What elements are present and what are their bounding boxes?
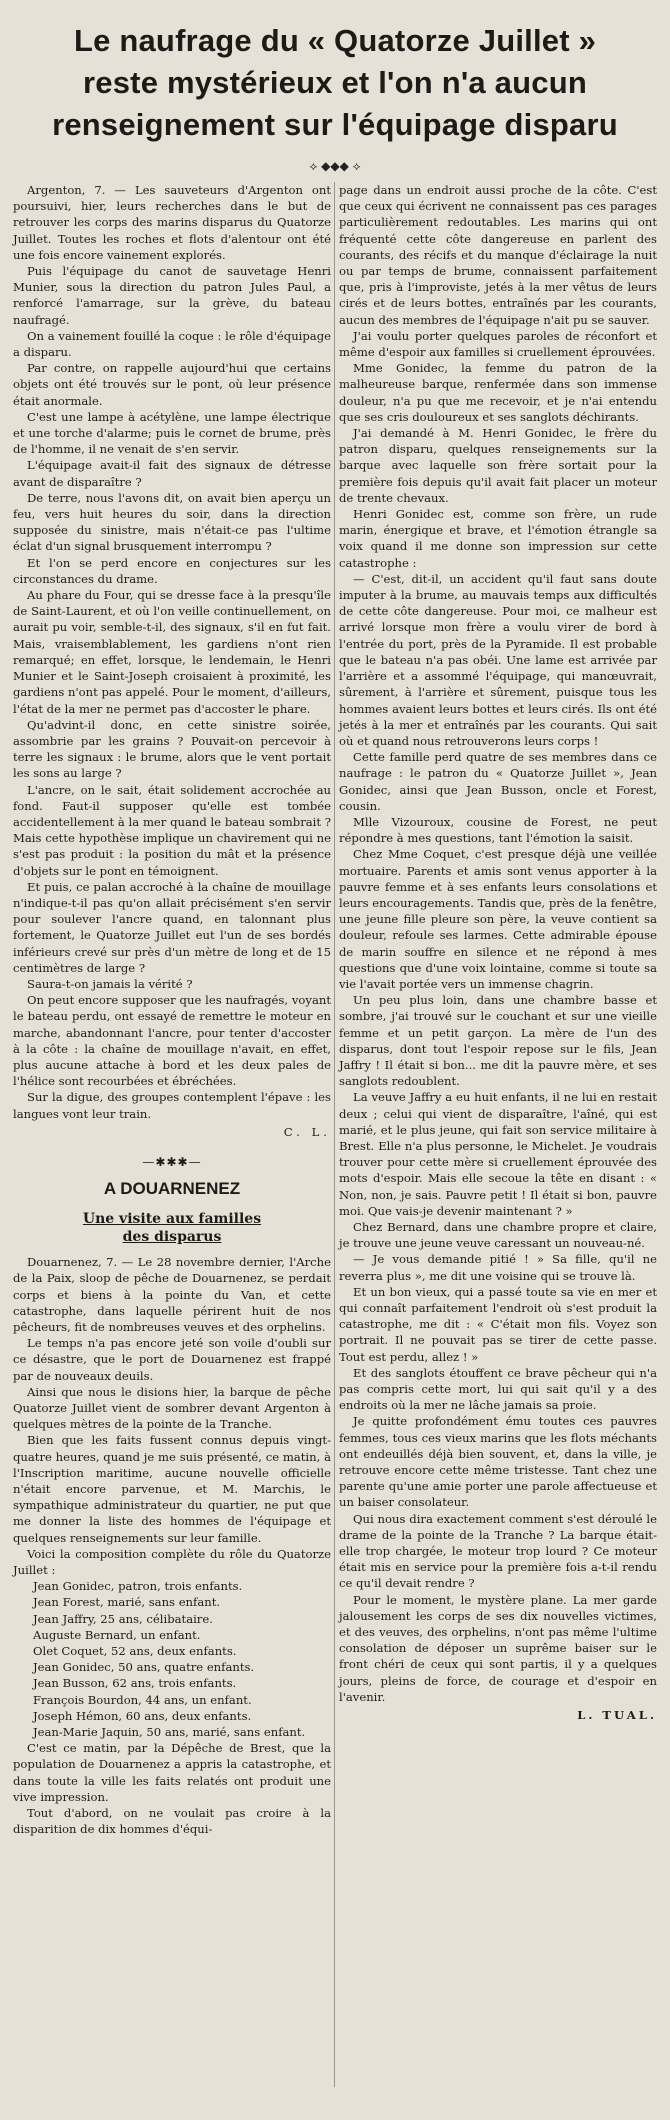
paragraph: Puis l'équipage du canot de sauvetage Henri Munier, sous la direction du patron Jules Paul, a renforcé l'amarrage, sur la grève, du bateau naufragé.	[13, 264, 331, 327]
crew-list	[13, 1578, 331, 1740]
crew-member: Jean Gonidec, patron, trois enfants.	[33, 1579, 243, 1594]
paragraph: Un peu plus loin, dans une chambre basse et sombre, j'ai trouvé sur le couchant et sur une vieille femme et un petit garçon. La mère de l'un des disparus, dont tout l'espoir repose sur le fils, Jean Jaffry ! Il était si bon... me dit la pauvre mère, et ses sanglots redoublent.	[339, 993, 657, 1089]
paragraph: La veuve Jaffry a eu huit enfants, il ne lui en restait deux ; celui qui vient de disparaître, l'aîné, qui est marié, et le plus jeune, qui fait son service militaire à Brest. Elle n'a plus personne, le Michelet. Je voudrais trouver pour cette mère si cruellement éprouvée des mots d'espoir. Mais elle secoue la tête en disant : « Non, non, je sais. Pauvre petit ! Il était si bon, pauvre moi. Que vais-je devenir maintenant ? »	[339, 1090, 657, 1218]
crew-member: Olet Coquet, 52 ans, deux enfants.	[33, 1644, 237, 1659]
sub-title	[13, 1210, 331, 1246]
paragraph: Chez Bernard, dans une chambre propre et claire, je trouve une jeune veuve caressant un nouveau-né.	[339, 1220, 657, 1251]
paragraph: On a vainement fouillé la coque : le rôle d'équipage a disparu.	[13, 328, 331, 360]
paragraph: L'équipage avait-il fait des signaux de détresse avant de disparaître ?	[13, 458, 331, 489]
crew-member: François Bourdon, 44 ans, un enfant.	[33, 1692, 252, 1707]
paragraph: — C'est, dit-il, un accident qu'il faut sans doute imputer à la brume, au mauvais temps aux difficultés de cette côte dangereuse. Pour moi, ce malheur est arrivé lorsque mon frère a voulu virer de bord à l'entrée du port, près de la Pyramide. Il est probable que le bateau n'a pas obéi. Une lame est arrivée par l'arrière et a assommé l'équipage, qui manœuvrait, sûrement, à l'arrière et sûrement, puisque tous les hommes avaient leurs bottes et leurs cirés. Ils ont été jetés à la mer et entraînés par les courants. Qui sait où et quand nous retrouverons leurs corps !	[339, 571, 657, 748]
paragraph: J'ai demandé à M. Henri Gonidec, le frère du patron disparu, quelques renseignements sur la barque avec laquelle son frère sortait pour la première fois depuis qu'il avait fait placer un moteur de trente chevaux.	[339, 426, 657, 505]
crew-member: Jean Gonidec, 50 ans, quatre enfants.	[33, 1660, 255, 1675]
column-divider	[334, 182, 335, 2087]
paragraph: page dans un endroit aussi proche de la côte. C'est que ceux qui écrivent ne connaissent pas ces parages particulièrement redoutables. Les marins qui ont fréquenté cette côte dangereuse en parlent des courants, des récifs et du manque d'éclairage la nuit ou par temps de brume, connaissent parfaitement que, pris à l'improviste, jetés à la mer vêtus de leurs cirés et de leurs bottes, entraînés par les courants, aucun des membres de l'équipage n'ait pu se sauver.	[339, 183, 657, 327]
paragraph: C'est une lampe à acétylène, une lampe électrique et une torche d'alarme; puis le cornet de brume, près de l'homme, il ne venait de s'en servir.	[13, 409, 331, 457]
sub-title-line-2: des disparus	[122, 1229, 222, 1246]
paragraph: Henri Gonidec est, comme son frère, un rude marin, énergique et brave, et l'émotion étrangle sa voix quand il me donne son impression sur cette catastrophe :	[339, 507, 657, 570]
crew-member: Jean Forest, marié, sans enfant.	[33, 1595, 221, 1610]
headline-line-2: reste mystérieux et l'on n'a aucun	[83, 65, 587, 100]
paragraph: Je quitte profondément ému toutes ces pauvres femmes, tous ces vieux marins que les flots méchants ont endeuillés déjà bien souvent, et, dans la ville, je retrouve encore cette même tristesse. Tant chez une parente qu'une amie porter une parole affectueuse et un baiser consolateur.	[339, 1414, 657, 1510]
headline-ornament: ⟡ ◆◆◆ ⟡	[309, 159, 361, 173]
paragraph: Au phare du Four, qui se dresse face à la presqu'île de Saint-Laurent, et où l'on veille continuellement, on aurait pu voir, semble-t-il, des signaux, s'il en fut fait. Mais, vraisemblablement, les gardiens n'ont rien remarqué; en effet, lorsque, le lendemain, le Henri Munier et le Saint-Joseph croisaient à proximité, les gardiens n'ont pas appelé. Pour le moment, d'ailleurs, l'état de la mer ne permet pas d'accoster le phare.	[13, 588, 331, 716]
paragraph: Qui nous dira exactement comment s'est déroulé le drame de la pointe de la Tranche ? La barque était-elle trop chargée, le moteur trop lourd ? Ce moteur était mis en service pour la première fois a-t-il rendu ce qu'il devait rendre ?	[339, 1511, 657, 1591]
paragraph: Cette famille perd quatre de ses membres dans ce naufrage : le patron du « Quatorze Juillet », Jean Gonidec, ainsi que Jean Busson, oncle et Forest, cousin.	[339, 750, 657, 813]
crew-member: Jean Jaffry, 25 ans, célibataire.	[33, 1611, 213, 1626]
byline-signature: C. L.	[283, 1124, 331, 1139]
paragraph: Mme Gonidec, la femme du patron de la malheureuse barque, renfermée dans son immense douleur, n'a pu que me recevoir, et je n'ai entendu que ses cris douloureux et ses sanglots déchirants.	[339, 361, 657, 424]
paragraph: Pour le moment, le mystère plane. La mer garde jalousement les corps de ses dix nouvelles victimes, et des veuves, des orphelins, n'ont pas même l'ultime consolation de déposer un suprême baiser sur le front chéri de ceux qui sont partis, il y a quelques jours, pleins de force, de courage et d'espoir en l'avenir.	[339, 1592, 657, 1704]
paragraph: De terre, nous l'avons dit, on avait bien aperçu un feu, vers huit heures du soir, dans la direction supposée du sinistre, mais n'était-ce pas l'ultime éclat d'un signal brusquement interrompu ?	[13, 490, 331, 554]
paragraph: Et puis, ce palan accroché à la chaîne de mouillage n'indique-t-il pas qu'on allait précisément s'en servir pour soulever l'ancre quand, en talonnant plus fortement, le Quatorze Juillet eut l'un de ses bordés inférieurs crevé sur près d'un mètre de long et de 15 centimètres de large ?	[13, 879, 331, 975]
paragraph: Mlle Vizouroux, cousine de Forest, ne peut répondre à mes questions, tant l'émotion la saisit.	[339, 814, 657, 846]
headline-line-1: Le naufrage du « Quatorze Juillet »	[73, 23, 597, 58]
section-separator: —✱✱✱—	[142, 1154, 202, 1169]
headline-line-3: renseignement sur l'équipage disparu	[52, 107, 618, 142]
section-title: A DOUARNENEZ	[103, 1179, 241, 1199]
paragraph: Et un bon vieux, qui a passé toute sa vie en mer et qui connaît parfaitement l'endroit où s'est produit la catastrophe, me dit : « C'était mon fils. Voyez son portrait. Il ne pouvait pas se tirer de cette passe. Tout est perdu, allez ! »	[339, 1284, 657, 1364]
paragraph: Argenton, 7. — Les sauveteurs d'Argenton ont poursuivi, hier, leurs recherches dans le but de retrouver les corps des marins disparus du Quatorze Juillet. Toutes les roches et flots d'alentour ont été une fois encore vainement explorés.	[13, 183, 331, 262]
right-column	[339, 182, 657, 1723]
sub-title-line-1: Une visite aux familles	[82, 1211, 262, 1228]
paragraph: Et l'on se perd encore en conjectures sur les circonstances du drame.	[13, 555, 331, 586]
paragraph: Ainsi que nous le disions hier, la barque de pêche Quatorze Juillet vient de sombrer devant Argenton à quelques mètres de la pointe de la Tranche.	[13, 1384, 331, 1432]
paragraph: Qu'advint-il donc, en cette sinistre soirée, assombrie par les grains ? Pouvait-on percevoir à terre les signaux : le brume, alors que le vent portait les sons au large ?	[13, 717, 331, 781]
left-column	[13, 182, 331, 1838]
paragraph: Tout d'abord, on ne voulait pas croire à la disparition de dix hommes d'équi-	[13, 1806, 331, 1837]
crew-member: Auguste Bernard, un enfant.	[33, 1627, 201, 1642]
paragraph: Par contre, on rappelle aujourd'hui que certains objets ont été trouvés sur le pont, où leur présence était anormale.	[13, 361, 331, 408]
paragraph: Le temps n'a pas encore jeté son voile d'oubli sur ce désastre, que le port de Douarnenez est frappé par de nouveaux deuils.	[13, 1336, 331, 1383]
headline	[14, 20, 656, 146]
crew-member: Joseph Hémon, 60 ans, deux enfants.	[33, 1708, 252, 1723]
paragraph: Saura-t-on jamais la vérité ?	[27, 976, 193, 991]
paragraph: Voici la composition complète du rôle du Quatorze Juillet :	[13, 1546, 331, 1578]
crew-member: Jean-Marie Jaquin, 50 ans, marié, sans enfant.	[33, 1725, 306, 1740]
byline-signature: L. TUAL.	[577, 1708, 657, 1723]
paragraph: On peut encore supposer que les naufragés, voyant le bateau perdu, ont essayé de remettre le moteur en marche, abandonnant l'ancre, pour tenter d'accoster à la côte : la chaîne de mouillage n'avait, en effet, plus aucune attache à bord et les deux pales de l'hélice sont recourbées et ébréchées.	[13, 993, 331, 1089]
paragraph: J'ai voulu porter quelques paroles de réconfort et même d'espoir aux familles si cruellement éprouvées.	[339, 328, 657, 360]
paragraph: — Je vous demande pitié ! » Sa fille, qu'il ne reverra plus », me dit une voisine qui se trouve là.	[339, 1252, 657, 1283]
douarnenez-article-body	[13, 1254, 331, 1578]
paragraph: Chez Mme Coquet, c'est presque déjà une veillée mortuaire. Parents et amis sont venus apporter à la pauvre femme et à ses enfants leurs consolations et leurs encouragements. Tandis que, près de la fenêtre, une jeune fille pleure son père, la veuve contient sa douleur, refoule ses larmes. Cette admirable épouse de marin souffre en silence et ne répond à mes questions que d'une voix lointaine, comme si toute sa vie l'avait portée vers un immense chagrin.	[339, 847, 657, 991]
douarnenez-article-continued	[13, 1740, 331, 1837]
crew-member: Jean Busson, 62 ans, trois enfants.	[33, 1676, 237, 1691]
paragraph: C'est ce matin, par la Dépêche de Brest, que la population de Douarnenez a appris la catastrophe, et dans toute la ville les faits relatés ont produit une vive impression.	[13, 1741, 331, 1804]
paragraph: Bien que les faits fussent connus depuis vingt-quatre heures, quand je me suis présenté, ce matin, à l'Inscription maritime, aucune nouvelle officielle n'était encore parvenue, et M. Marchis, le sympathique administrateur du quartier, ne put que me donner la liste des hommes de l'équipage et quelques renseignements sur leur famille.	[13, 1433, 331, 1545]
paragraph: L'ancre, on le sait, était solidement accrochée au fond. Faut-il supposer qu'elle est tombée accidentellement à la mer quand le bateau sombrait ? Mais cette hypothèse implique un chavirement qui ne s'est pas produit : la position du mât et la présence d'objets sur le pont en témoignent.	[13, 782, 331, 878]
paragraph: Et des sanglots étouffent ce brave pêcheur qui n'a pas compris cette mort, lui qui sait qu'il y a des endroits où la mer ne lâche jamais sa proie.	[339, 1365, 657, 1413]
paragraph: Douarnenez, 7. — Le 28 novembre dernier, l'Arche de la Paix, sloop de pêche de Douarnenez, se perdait corps et biens à la pointe du Van, et cette catastrophe, dans laquelle périrent huit de nos pêcheurs, fit de nombreuses veuves et des orphelins.	[13, 1255, 331, 1334]
paragraph: Sur la digue, des groupes contemplent l'épave : les langues vont leur train.	[13, 1090, 331, 1121]
left-article-body	[13, 182, 331, 1122]
